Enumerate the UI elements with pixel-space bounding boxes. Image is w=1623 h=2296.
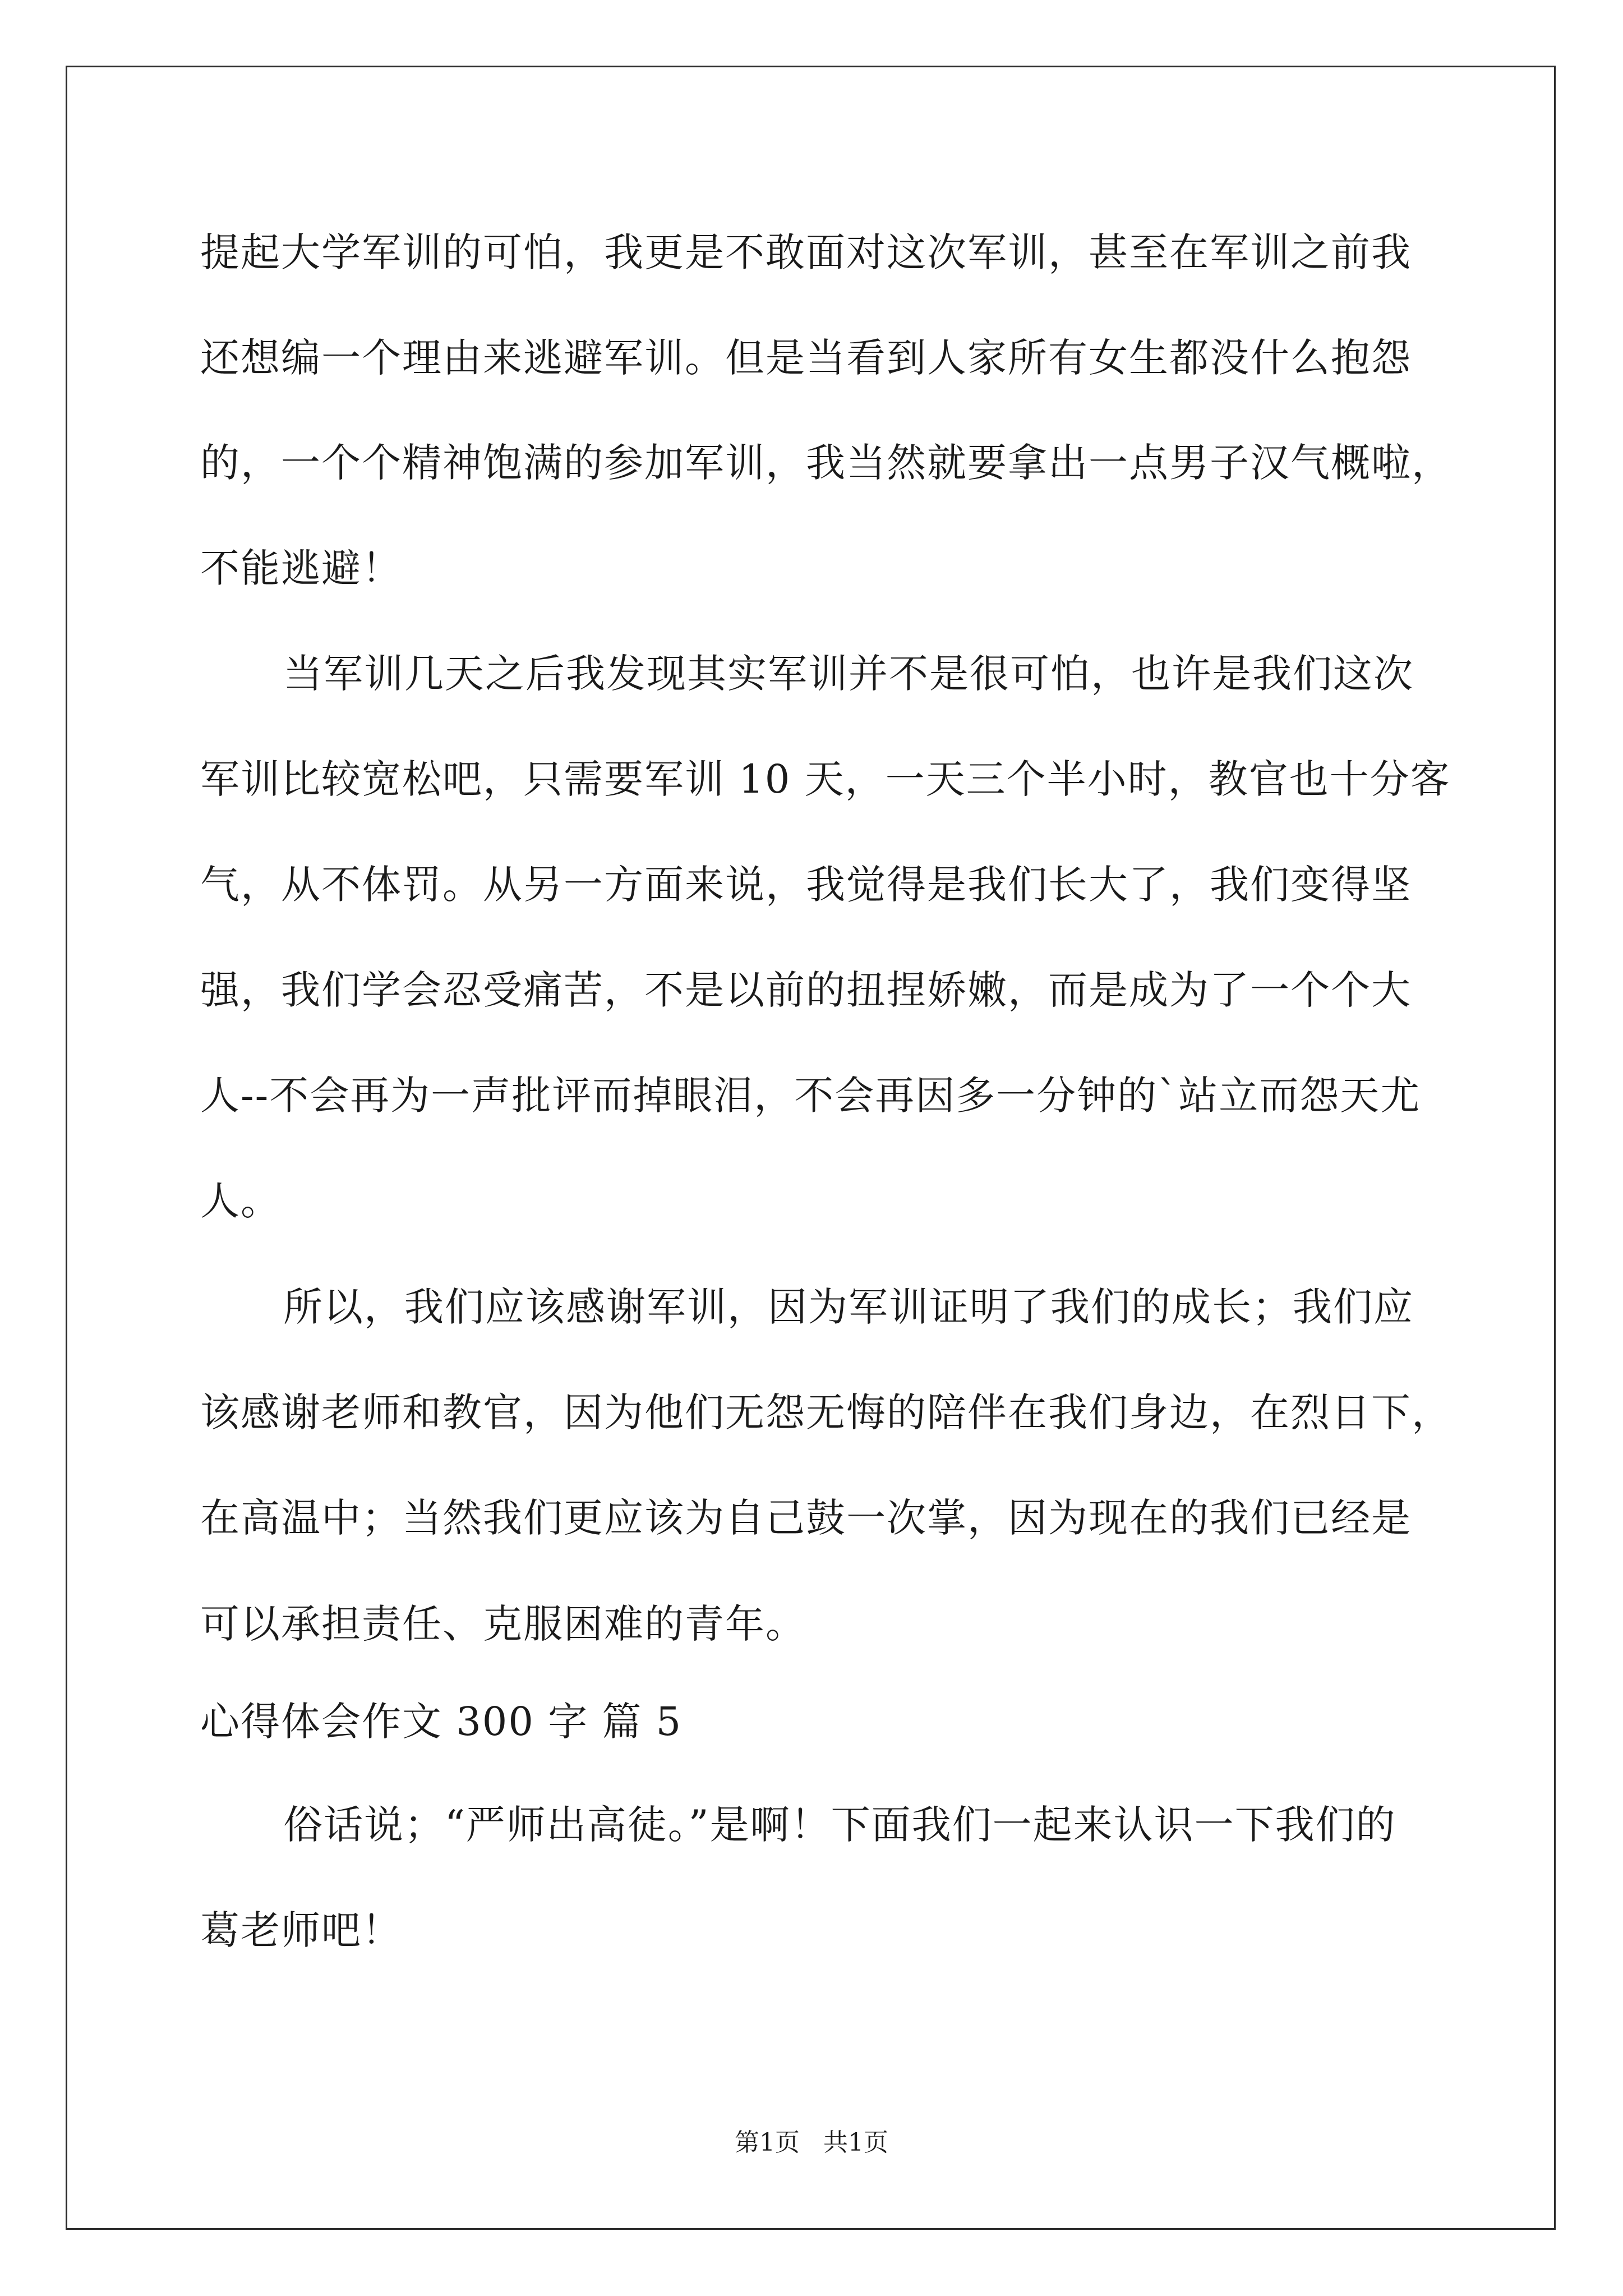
paragraph-start-line: 当军训几天之后我发现其实军训并不是很可怕，也许是我们这次 xyxy=(283,651,1414,697)
text-line: 在高温中；当然我们更应该为自己鼓一次掌，因为现在的我们已经是 xyxy=(200,1495,1412,1541)
paragraph-start-line: 所以，我们应该感谢军训，因为军训证明了我们的成长；我们应 xyxy=(283,1284,1414,1330)
text-line: 可以承担责任、克服困难的青年。 xyxy=(200,1601,806,1647)
page-footer: 第1页 共1页 xyxy=(735,2128,888,2157)
text-line: 的，一个个精神饱满的参加军训，我当然就要拿出一点男子汉气概啦， xyxy=(200,440,1452,486)
text-line: 人。 xyxy=(200,1178,281,1224)
text-line: 不能逃避！ xyxy=(200,545,402,591)
paragraph-start-line: 俗话说；“严师出高徒。”是啊！下面我们一起来认识一下我们的 xyxy=(283,1802,1396,1848)
text-line: 提起大学军训的可怕，我更是不敢面对这次军训，甚至在军训之前我 xyxy=(200,229,1412,275)
text-line: 还想编一个理由来逃避军训。但是当看到人家所有女生都没什么抱怨 xyxy=(200,335,1412,381)
text-line: 该感谢老师和教官，因为他们无怨无悔的陪伴在我们身边，在烈日下， xyxy=(200,1389,1452,1435)
text-line: 强，我们学会忍受痛苦，不是以前的扭捏娇嫩，而是成为了一个个大 xyxy=(200,967,1412,1013)
text-line: 人--不会再为一声批评而掉眼泪，不会再因多一分钟的`站立而怨天尤 xyxy=(200,1073,1421,1119)
text-line: 葛老师吧！ xyxy=(200,1907,402,1953)
text-line: 气，从不体罚。从另一方面来说，我觉得是我们长大了，我们变得坚 xyxy=(200,862,1412,908)
text-line: 军训比较宽松吧，只需要军训 10 天，一天三个半小时，教官也十分客 xyxy=(200,756,1451,802)
section-heading: 心得体会作文 300 字 篇 5 xyxy=(200,1699,683,1745)
